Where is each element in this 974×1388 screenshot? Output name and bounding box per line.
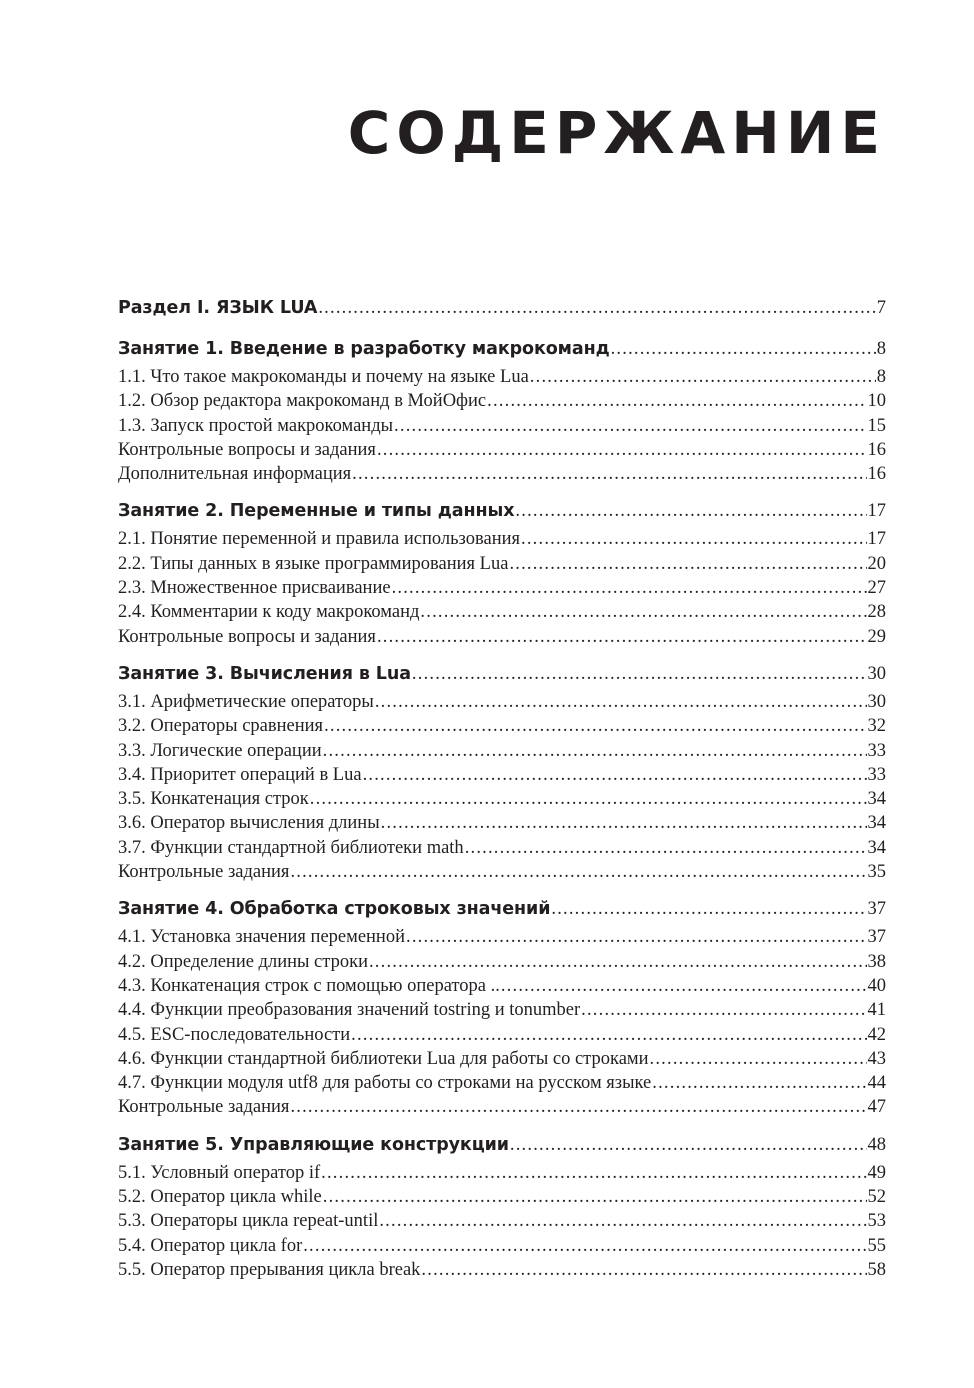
toc-leader-dots	[551, 893, 866, 925]
toc-part-entry[interactable]	[118, 292, 886, 324]
toc-page-number: 34	[867, 813, 886, 834]
toc-entry[interactable]	[118, 925, 886, 949]
toc-entry[interactable]	[118, 1234, 886, 1258]
toc-entry[interactable]	[118, 1209, 886, 1233]
toc-entry[interactable]	[118, 1258, 886, 1282]
table-of-contents	[118, 292, 886, 1291]
toc-entry-label: 3.2. Операторы сравнения	[118, 716, 324, 737]
toc-page-number: 17	[867, 501, 886, 522]
toc-page-number: 41	[867, 1000, 886, 1021]
toc-page-number: 55	[867, 1235, 886, 1256]
toc-page-number: 53	[867, 1211, 886, 1232]
toc-entry-label: 4.1. Установка значения переменной	[118, 927, 405, 948]
toc-leader-dots	[530, 365, 876, 389]
toc-page-number: 42	[867, 1024, 886, 1045]
toc-entry[interactable]	[118, 1071, 886, 1095]
toc-page-number: 20	[867, 553, 886, 574]
toc-leader-dots	[321, 1161, 866, 1185]
toc-page-number: 15	[867, 415, 886, 436]
toc-entry-label: 3.3. Логические операции	[118, 740, 322, 761]
toc-lesson-group	[118, 1129, 886, 1282]
toc-lesson-title: Занятие 4. Обработка строковых значений	[118, 899, 551, 920]
toc-leader-dots	[352, 462, 866, 486]
toc-leader-dots	[324, 714, 866, 738]
toc-lesson-group	[118, 893, 886, 1119]
toc-page-number: 34	[867, 789, 886, 810]
toc-entry-label: 1.1. Что такое макрокоманды и почему на языке Lua	[118, 367, 529, 387]
toc-entry-label: 4.5. ESC-последовательности	[118, 1024, 351, 1045]
toc-leader-dots	[394, 414, 866, 438]
toc-entry[interactable]	[118, 714, 886, 738]
toc-entry-label: 2.1. Понятие переменной и правила использования	[118, 529, 521, 550]
toc-entry-label: 4.4. Функции преобразования значений tostring и tonumber	[118, 1000, 581, 1021]
toc-leader-dots	[515, 495, 866, 527]
toc-page-number: 52	[867, 1187, 886, 1208]
toc-leader-dots	[501, 974, 867, 998]
toc-entry[interactable]	[118, 552, 886, 576]
toc-leader-dots	[412, 658, 867, 690]
toc-entry[interactable]	[118, 763, 886, 787]
toc-entry-label: 3.5. Конкатенация строк	[118, 789, 309, 810]
toc-part-label: Раздел I. ЯЗЫК LUA	[118, 298, 318, 318]
toc-lesson-heading[interactable]	[118, 658, 886, 690]
toc-page-number: 35	[867, 862, 886, 883]
toc-entry[interactable]	[118, 600, 886, 624]
toc-page-number: 44	[867, 1073, 886, 1094]
toc-page-number: 38	[867, 951, 886, 972]
toc-leader-dots	[611, 333, 876, 365]
toc-entry[interactable]	[118, 438, 886, 462]
toc-entry-label: 5.1. Условный оператор if	[118, 1162, 321, 1183]
toc-leader-dots	[375, 690, 867, 714]
toc-entry-label: 3.4. Приоритет операций в Lua	[118, 764, 362, 785]
toc-entry[interactable]	[118, 576, 886, 600]
toc-page-number: 33	[867, 764, 886, 785]
toc-entry[interactable]	[118, 690, 886, 714]
toc-leader-dots	[650, 1047, 867, 1071]
toc-entry-label: Дополнительная информация	[118, 464, 352, 485]
toc-leader-dots	[509, 552, 866, 576]
toc-page-number: 58	[867, 1259, 886, 1280]
toc-lesson-group	[118, 658, 886, 884]
toc-leader-dots	[487, 389, 866, 413]
toc-entry-label: 1.3. Запуск простой макрокоманды	[118, 415, 394, 436]
toc-page-number: 30	[867, 663, 886, 684]
toc-entry[interactable]	[118, 414, 886, 438]
toc-page-number: 16	[867, 464, 886, 485]
toc-page-number: 48	[867, 1134, 886, 1155]
toc-page-number: 47	[867, 1097, 886, 1118]
toc-entry[interactable]	[118, 462, 886, 486]
toc-page-number: 37	[867, 899, 886, 920]
toc-entry-label: 5.2. Оператор цикла while	[118, 1187, 322, 1208]
toc-entry[interactable]	[118, 787, 886, 811]
toc-lesson-title: Занятие 2. Переменные и типы данных	[118, 501, 515, 522]
toc-leader-dots	[369, 950, 867, 974]
toc-lesson-heading[interactable]	[118, 495, 886, 527]
toc-leader-dots	[521, 527, 866, 551]
toc-leader-dots	[303, 1234, 866, 1258]
toc-entry-label: Контрольные задания	[118, 862, 290, 883]
toc-entry-label: 4.3. Конкатенация строк с помощью оператора ..	[118, 975, 500, 996]
toc-leader-dots	[323, 1185, 867, 1209]
toc-entry[interactable]	[118, 811, 886, 835]
toc-page-number: 17	[867, 529, 886, 550]
toc-leader-dots	[290, 1095, 866, 1119]
toc-lesson-heading[interactable]	[118, 893, 886, 925]
toc-entry-label: Контрольные вопросы и задания	[118, 626, 376, 647]
toc-leader-dots	[581, 998, 866, 1022]
toc-entry[interactable]	[118, 739, 886, 763]
toc-entry[interactable]	[118, 1047, 886, 1071]
toc-page-number: 10	[867, 391, 886, 412]
toc-page-number: 29	[867, 626, 886, 647]
toc-leader-dots	[323, 739, 867, 763]
page-title: СОДЕРЖАНИЕ	[347, 99, 886, 167]
toc-page-number: 30	[867, 691, 886, 712]
toc-page-number: 34	[867, 837, 886, 858]
toc-leader-dots	[310, 787, 867, 811]
toc-page-number: 43	[867, 1048, 886, 1069]
toc-entry[interactable]	[118, 950, 886, 974]
toc-leader-dots	[351, 1023, 866, 1047]
toc-entry[interactable]	[118, 860, 886, 884]
toc-page-number: 32	[867, 716, 886, 737]
toc-leader-dots	[465, 836, 867, 860]
toc-lessons	[118, 333, 886, 1282]
toc-entry-label: 4.7. Функции модуля utf8 для работы со строками на русском языке	[118, 1073, 652, 1094]
toc-entry[interactable]	[118, 389, 886, 413]
toc-entry-label: 2.2. Типы данных в языке программирования Lua	[118, 553, 509, 574]
toc-entry-label: 2.3. Множественное присваивание	[118, 578, 391, 599]
toc-lesson-title: Занятие 3. Вычисления в Lua	[118, 663, 411, 684]
toc-entry-label: 3.7. Функции стандартной библиотеки math	[118, 837, 464, 858]
toc-leader-dots	[363, 763, 867, 787]
toc-leader-dots	[318, 292, 875, 324]
toc-leader-dots	[420, 600, 866, 624]
toc-entry-label: 5.3. Операторы цикла repeat-until	[118, 1211, 379, 1232]
toc-page-number: 8	[876, 367, 886, 387]
toc-page-number: 28	[867, 602, 886, 623]
toc-leader-dots	[379, 1209, 866, 1233]
toc-entry-label: 4.6. Функции стандартной библиотеки Lua для работы со строками	[118, 1048, 649, 1069]
toc-entry-label: Контрольные задания	[118, 1097, 290, 1118]
toc-page-number: 27	[867, 578, 886, 599]
toc-page-number: 33	[867, 740, 886, 761]
toc-entry-label: 5.5. Оператор прерывания цикла break	[118, 1259, 421, 1280]
toc-leader-dots	[290, 860, 866, 884]
toc-leader-dots	[377, 438, 867, 462]
toc-page-number: 7	[876, 298, 886, 318]
toc-entry[interactable]	[118, 625, 886, 649]
toc-entry[interactable]	[118, 1095, 886, 1119]
toc-lesson-title: Занятие 5. Управляющие конструкции	[118, 1134, 509, 1155]
toc-entry[interactable]	[118, 836, 886, 860]
toc-entry[interactable]	[118, 1185, 886, 1209]
toc-entry-label: 2.4. Комментарии к коду макрокоманд	[118, 602, 420, 623]
toc-page-number: 8	[876, 339, 886, 359]
toc-lesson-heading[interactable]	[118, 1129, 886, 1161]
toc-entry[interactable]	[118, 1161, 886, 1185]
toc-entry[interactable]	[118, 527, 886, 551]
toc-entry[interactable]	[118, 365, 886, 389]
toc-entry-label: Контрольные вопросы и задания	[118, 439, 376, 460]
toc-leader-dots	[381, 811, 867, 835]
toc-lesson-title: Занятие 1. Введение в разработку макрокоманд	[118, 339, 610, 359]
toc-entry-label: 1.2. Обзор редактора макрокоманд в МойОфис	[118, 391, 487, 412]
toc-leader-dots	[510, 1129, 867, 1161]
toc-leader-dots	[392, 576, 867, 600]
toc-entry-label: 3.6. Оператор вычисления длины	[118, 813, 380, 834]
toc-page-number: 16	[867, 439, 886, 460]
toc-entry[interactable]	[118, 1023, 886, 1047]
toc-entry[interactable]	[118, 998, 886, 1022]
toc-page-number: 49	[867, 1162, 886, 1183]
toc-lesson-group	[118, 495, 886, 648]
toc-leader-dots	[377, 625, 867, 649]
toc-leader-dots	[406, 925, 867, 949]
toc-entry-label: 4.2. Определение длины строки	[118, 951, 368, 972]
toc-leader-dots	[652, 1071, 866, 1095]
toc-lesson-group	[118, 333, 886, 486]
toc-entry[interactable]	[118, 974, 886, 998]
toc-lesson-heading[interactable]	[118, 333, 886, 365]
toc-entry-label: 5.4. Оператор цикла for	[118, 1235, 303, 1256]
toc-page-number: 40	[867, 975, 886, 996]
toc-leader-dots	[421, 1258, 866, 1282]
toc-entry-label: 3.1. Арифметические операторы	[118, 691, 374, 712]
toc-page-number: 37	[867, 927, 886, 948]
